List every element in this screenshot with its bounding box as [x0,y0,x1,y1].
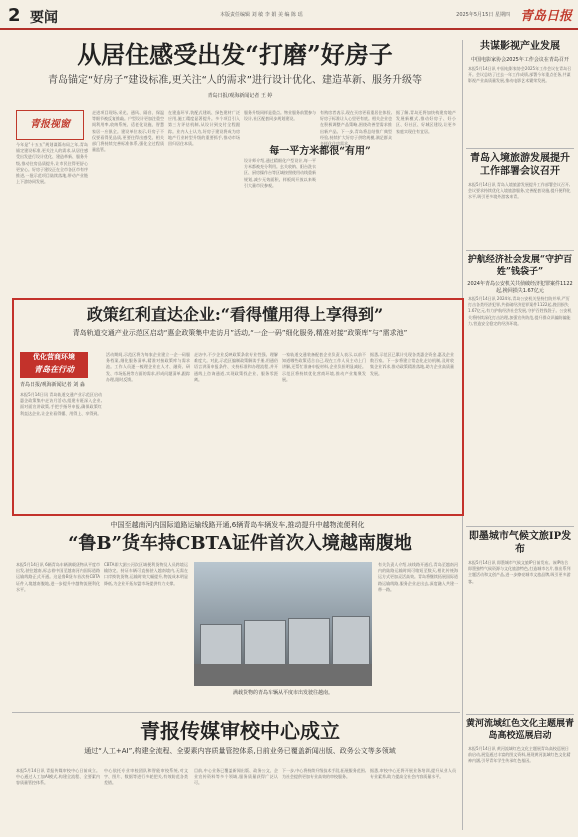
cbta-body-col1: 本报5月14日讯 6辆青岛车辆满载货物从平度市出发,驶往越南,标志着中国至越南河内国际道路运输线路正式开通。这是鲁B货车首次持CBTA证件入境越南腹地,进一步提升中越物流便利化水平。 [16,562,100,592]
lead-byline: 青岛日报/观海新闻记者 王 婷 [207,93,273,99]
audit-center-subheadline: 通过“人工+AI”,构建全流程、全要素内容质量管控体系,日前业务已覆盖新闻出版、政务公文等多领域 [84,747,396,755]
road-surface [194,664,372,686]
right-rule-2 [466,250,574,251]
truck-2 [244,620,286,666]
column-logo [16,110,84,140]
feature-body-col4: 一家轨道交通装备配套企业负责人表示,以前不知道哪些政策适合自己,现在工作人员主动上门讲解,还帮忙准备申报材料,企业负担明显减轻。示范区将持续优化营商环境,推动产业集聚发展。 [282,352,366,382]
right-article-1-sub: 中国电影家协会2025年工作会议在青岛召开 [471,57,569,63]
badge-top-text: 优化营商环境 [33,353,75,361]
feature-body-col2: 活动期间,示范区将为每家企业建立一企一码服务档案,细化服务清单,精准对接政策库与需求池。工作人员逐一梳理企业在人才、融资、研发、市场拓展等方面的需求,形成问题清单,跟踪办理,限时反馈。 [106,352,190,382]
feature-headline: 政策红利直达企业:“看得懂用得上享得到” [86,305,384,324]
photo-caption: 满载货物的青岛车辆从平度市出发驶往越南。 [232,690,333,696]
audit-body-col2: 中心依托专业审校团队和智能审校系统,对文字、图片、数据等进行多轮把关,有效防范各类差错。 [104,768,188,786]
page-header [0,0,578,30]
lead-subheadline: 青岛锚定“好房子”建设标准,更关注“人的需求”进行设计优化、建造革新、服务升级等 [48,75,422,86]
right-article-5-title: 黄河流域红色文化主题展青岛高校巡展启动 [466,719,575,741]
truck-1 [200,624,242,666]
audit-body-col4: 下一步,中心将持续升级技术手段,拓展服务范围,为社会提供更加专业高效的审校服务。 [282,768,366,780]
right-rule-1 [466,148,574,149]
right-article-3-title: 护航经济社会发展“守护百姓”钱袋子” [467,255,573,277]
truck-3 [288,618,330,666]
right-article-1-title: 共谋影视产业发展 [480,41,560,52]
right-rule-4 [466,714,574,715]
lead-body-col2: 走进项目现场,采光、通风、隔音、保温等细节被反复推敲。户型设计更加注重空间利用率,收纳系统、适老化设施、智慧家居一应俱全。建设单位表示,好房子不仅要看得见品质,更要住得出感受。相关部门将持续完善标准体系,强化全过程质量监管。 [92,110,164,153]
lead-body-col7: 据了解,青岛还将加快构建房地产发展新模式,推动好房子、好小区、好社区、好城区建设,让更多家庭实现住有宜居。 [396,110,456,134]
feature-body-col3: 走访中,不少企业反映政策条款专业性强、理解难度大。对此,示范区编制政策解读手册,用通俗语言讲清申报条件、支持标准和办理流程,并开通线上咨询通道,实现政策找企业、服务零距离。 [194,352,278,382]
feature-byline: 青岛日报/观海新闻记者 刘 淼 [20,382,85,388]
badge-bottom-text: 青岛在行动 [34,365,74,374]
cbta-kicker: 中国至越南河内国际道路运输线路开通,6辆青岛车辆发车,推动提升中越物流便利化 [110,521,365,529]
feature-subheadline: 青岛轨道交通产业示范区启动“惠企政策集中走访月”活动,“一企一码”细化服务,精准对接“政策库”与“需求池” [72,329,408,337]
right-article-4-title: 即墨城市气候文旅IP发布 [468,531,572,555]
cbta-headline: “鲁B”货车持CBTA证件首次入境越南腹地 [68,533,412,554]
masthead-credits: 本版责任编辑 刘 敏 李 娟 美 编 陈 瑶 [220,12,303,18]
lead-body-col3: 在建造环节,装配式建筑、绿色建材广泛应用,施工精度显著提升。多个项目引入第三方评估机制,从设计到交付全程跟踪。业内人士认为,好房子建设将成为房地产行业转型升级的重要抓手,推动市场回归居住本质。 [168,110,240,147]
issue-date: 2025年5月15日 星期四 [456,12,510,18]
column-logo-text: 青报视窗 [30,119,70,130]
right-article-4-body: 本报5月14日讯 即墨城市气候文旅IP日前发布。该IP结合即墨独特气候资源与文化旅游特色,打造城市名片,推出系列主题活动和文创产品,进一步擦亮城市文旅品牌,吸引更多游客。 [468,560,571,584]
section-rule [12,712,460,713]
audit-body-col3: 目前,中心业务已覆盖新闻出版、政务公文、企业宣传资料等多个领域,服务质量获得广泛认可。 [194,768,278,786]
right-article-2-title: 青岛入境旅游发展提升工作部署会议召开 [470,153,570,177]
right-article-1-body: 本报5月14日讯 中国电影家协会2025年工作会议在青岛召开。会议总结了过去一年工作成绩,部署今年重点任务,共谋影视产业高质量发展,推动电影艺术繁荣发展。 [468,66,572,84]
lead-body-col4: 服务升级同样是重点。物业服务前置参与设计,社区配套同步规划建设。 [244,110,316,122]
audit-center-headline: 青报传媒审校中心成立 [140,719,340,743]
cbta-body-col2: CBTA即大湄公河次区域便利货物及人员跨境运输协定。持证车辆可直接驶入越南境内,无需在口岸换装货物,运输时效大幅提升,物流成本明显降低,为企业开拓东盟市场提供有力支撑。 [104,562,188,586]
newspaper-logo: 青岛日报 [520,9,573,24]
cbta-body-col3: 有关负责人介绍,该线路开通后,青岛至越南河内的陆路运输时间可缩短至数天,相比传统海运方式更加灵活高效。青岛将继续拓展国际道路运输线路,服务企业走出去,深度融入共建一带一路。 [378,562,458,592]
lead-headline: 从居住感受出发“打磨”好房子 [77,40,393,69]
right-article-5-body: 本报5月14日讯 黄河流域红色文化主题展青岛高校巡展日前启动,展览通过丰富的图文资料,展现黄河流域红色文化精神内涵,引导青年学生传承红色基因。 [468,746,571,764]
business-env-badge [20,352,88,378]
audit-body-col1: 本报5月14日讯 青报传媒审校中心日前成立。中心通过人工加AI模式,构建全流程、全要素内容质量管控体系。 [16,768,100,786]
lead-body-col5: 设计师介绍,通过精细化户型设计,每一平方米都被充分利用。玄关收纳、阳台洗衣区、厨房操作台等区域按照使用动线重新规划,减少无效面积。样板间开放以来吸引大量市民参观。 [244,158,316,188]
audit-body-col5: 据悉,审校中心还将开展业务培训,提升从业人员专业素养,助力提高全社会内容质量水平。 [370,768,456,780]
lead-body-col6: 有购房者表示,现在买房更看重居住体验,好房子标准让人心里更有底。相关企业也在积极调整产品策略,围绕改善型需求推出新产品。下一步,青岛将总结推广典型经验,持续扩大好房子供给规模,满足群众多样化住房需求。 [320,110,392,147]
feature-body-col5: 据悉,示范区已累计兑现各类惠企资金,惠及企业数百家。下一步将建立常态化走访机制,及时收集企业诉求,推动政策精准落地,助力企业高质量发展。 [370,352,454,376]
right-article-3-sub: 2024年青岛公安机关共侦破经济犯罪案件1122起,挽回损失1.67亿元 [467,281,573,294]
right-article-2-body: 本报5月14日讯 青岛入境旅游发展提升工作部署会议召开,会议要求持续优化入境旅游服务,完善配套设施,提升便利化水平,吸引更多境外游客来青。 [468,182,571,200]
trucks-photo [194,562,372,686]
section-title: 要闻 [30,10,58,26]
right-article-3-body: 本报5月14日讯 2024年,青岛公安机关坚持打防并举,严厉打击各类经济犯罪,共侦破经济犯罪案件1122起,挽回损失1.67亿元,有力护航经济社会发展,守护百姓钱袋子。公安机关将持续深化打击治理,加强宣传防范,提升群众识骗防骗能力,营造安全稳定的经济环境。 [468,296,572,326]
lead-body-col1: 今年是“十五五”规划谋篇布局之年,青岛锚定建设标准,更关注人的需求,从居住感受出发进行设计优化、建造革新、服务升级,推动住房品质提升,让市民住得更舒心更安心。好房子建设正在全市各区市有序推进,一批示范项目陆续落地,带动产业链上下游协同发展。 [16,142,88,185]
page-number: 2 [8,5,21,26]
inset-headline: 每一平方米都很“有用” [269,146,371,157]
right-rule-3 [466,526,574,527]
feature-body-col1: 本报5月14日讯 青岛轨道交通产业示范区启动惠企政策集中走访月活动,组建专班深入企业,面对面宣讲政策,手把手指导申报,确保政策红利直达企业,让企业看得懂、用得上、享得到。 [20,392,102,416]
truck-4 [332,616,370,666]
